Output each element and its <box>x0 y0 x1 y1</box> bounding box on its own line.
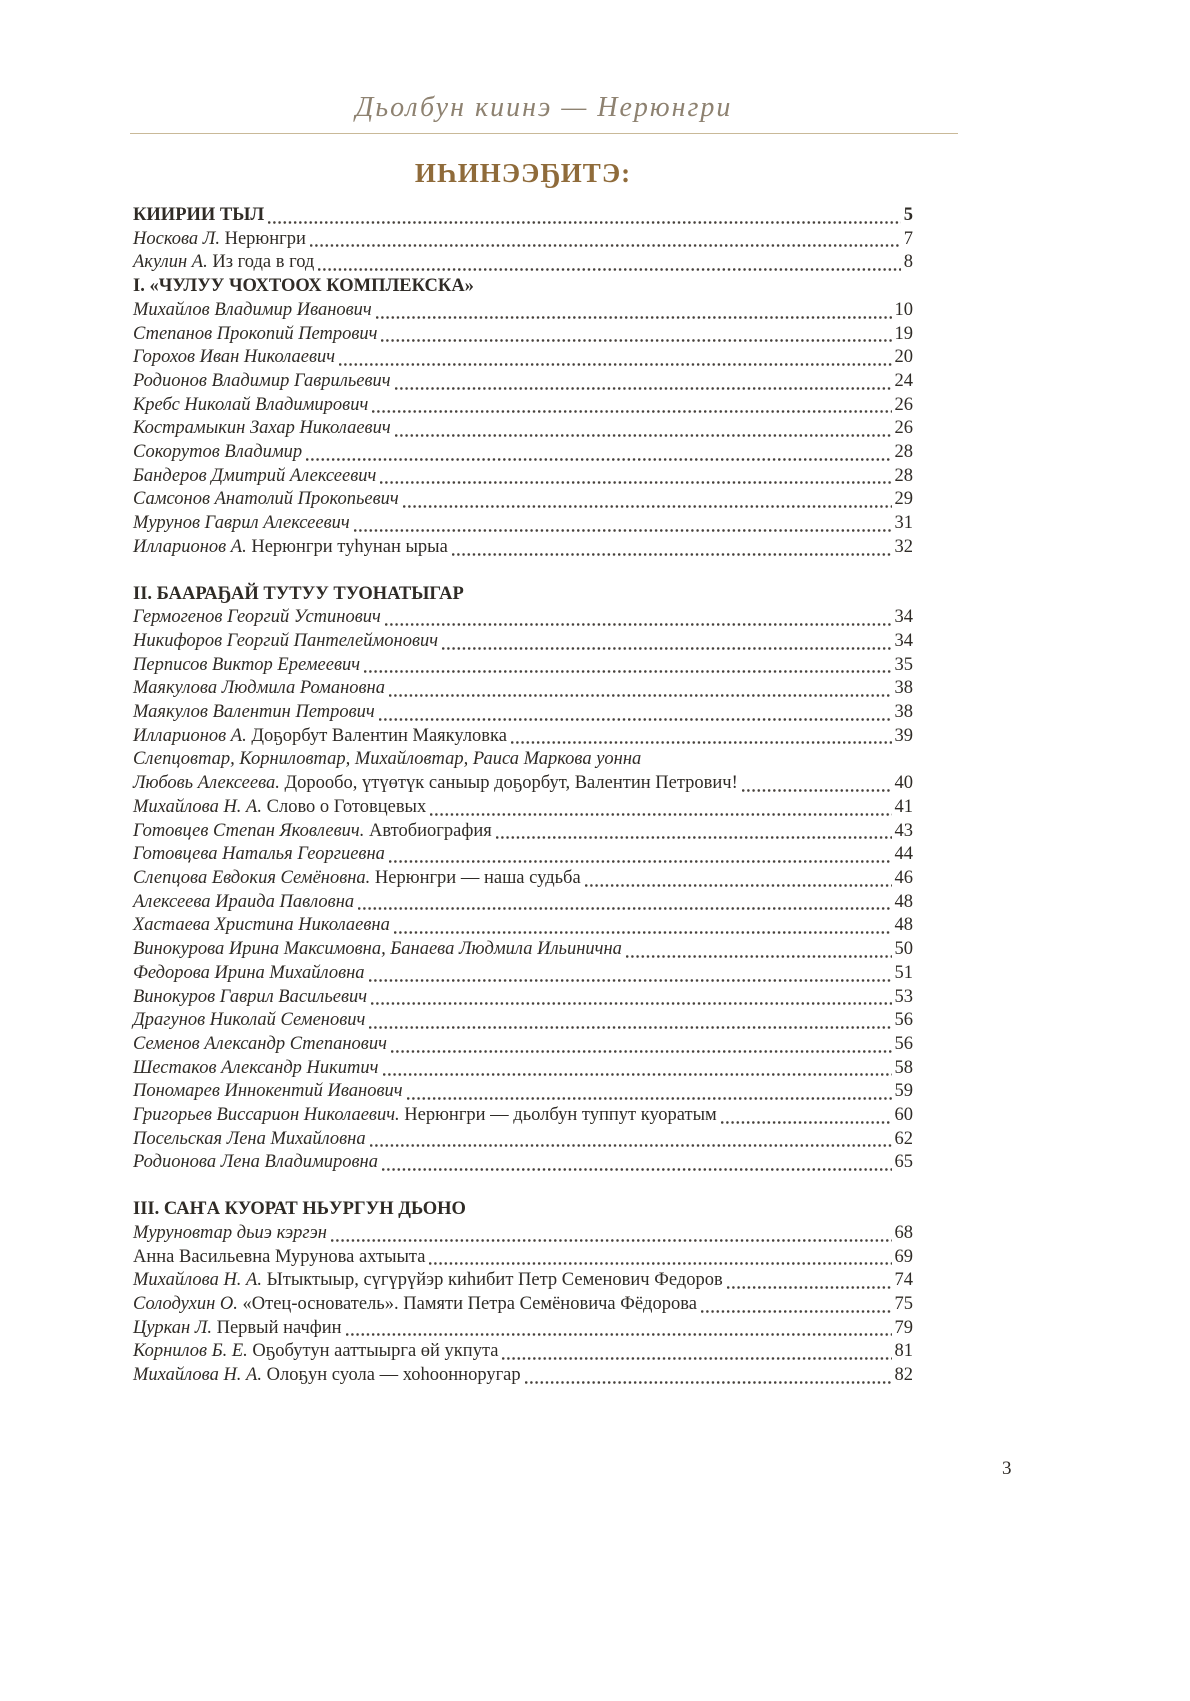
dotted-leader <box>383 1057 892 1081</box>
entry-author-italic: Готовцева Наталья Георгиевна <box>133 844 385 865</box>
entry-author-italic: Солодухин О. <box>133 1293 238 1314</box>
entry-text: Носкова Л. Нерюнгри <box>133 228 306 249</box>
entry-page-number: 24 <box>894 370 913 391</box>
toc-entry <box>133 725 913 749</box>
toc-entry <box>133 512 913 536</box>
entry-author-italic: Кострамыкин Захар Николаевич <box>133 418 391 439</box>
entry-page-number: 32 <box>894 536 913 557</box>
toc-entry <box>133 867 913 891</box>
entry-text <box>133 1009 365 1033</box>
toc-entry <box>133 796 913 820</box>
entry-page-number: 51 <box>894 962 913 983</box>
entry-author-italic: Илларионов А. <box>133 536 247 557</box>
running-head-script-text: Дьолбун киинэ — Нерюнгри <box>355 92 733 123</box>
entry-text <box>133 891 354 915</box>
entry-page-number: 19 <box>894 323 913 344</box>
entry-page-number: 82 <box>894 1365 913 1386</box>
entry-author-italic: Шестаков Александр Никитич <box>133 1057 379 1078</box>
entry-text: I. «ЧУЛУУ ЧОХТООХ КОМПЛЕКСКА» <box>133 276 474 297</box>
entry-author-italic: Сокорутов Владимир <box>133 442 303 463</box>
entry-text: Слепцова Евдокия Семёновна. Нерюнгри — наша судьба <box>133 867 581 888</box>
dotted-leader <box>364 654 891 678</box>
entry-text: II. БААРАҔАЙ ТУТУУ ТУОНАТЫГАР <box>133 583 464 604</box>
entry-page-number: 35 <box>894 654 913 675</box>
toc-entry <box>133 606 913 630</box>
dotted-leader <box>380 465 891 489</box>
entry-text: Цуркан Л. Первый начфин <box>133 1317 342 1338</box>
entry-author-italic: Маякулов Валентин Петрович <box>133 702 375 723</box>
entry-author-italic: Винокуров Гаврил Васильевич <box>133 986 368 1007</box>
entry-author-italic: Григорьев Виссарион Николаевич. <box>133 1105 400 1126</box>
entry-text <box>133 488 399 512</box>
entry-author-italic: Федорова Ирина Михайловна <box>133 962 365 983</box>
dotted-leader <box>727 1269 892 1293</box>
entry-text: Любовь Алексеева. Дорообо, үтүөтүк саныыр доҕорбут, Валентин Петрович! <box>133 773 738 794</box>
entry-page-number: 75 <box>894 1293 913 1314</box>
entry-author-italic: Михайлов Владимир Иванович <box>133 299 372 320</box>
entry-page-number: 50 <box>894 939 913 960</box>
toc-entry <box>133 1104 913 1128</box>
entry-author-italic: Любовь Алексеева. <box>133 773 280 794</box>
entry-text: Михайлова Н. А. Олоҕун суола — хоһоонноругар <box>133 1365 521 1386</box>
toc-entry <box>133 1293 913 1317</box>
entry-text <box>133 938 622 962</box>
entry-text <box>133 701 375 725</box>
entry-page-number: 38 <box>894 702 913 723</box>
entry-author-italic: Готовцев Степан Яковлевич. <box>133 820 365 841</box>
dotted-leader <box>496 820 892 844</box>
entry-text: Илларионов А. Доҕорбут Валентин Маякуловка <box>133 725 507 746</box>
toc-entry <box>133 630 913 654</box>
entry-author-italic: Никифоров Георгий Пантелеймонович <box>133 630 439 651</box>
entry-text <box>133 630 438 654</box>
dotted-leader <box>310 228 901 252</box>
entry-author-italic: Пономарев Иннокентий Иванович <box>133 1081 403 1102</box>
dotted-leader <box>626 938 892 962</box>
entry-text <box>133 1151 378 1175</box>
toc-entry <box>133 1246 913 1270</box>
dotted-leader <box>511 725 892 749</box>
entry-author-italic: Корнилов Б. Е. <box>133 1341 248 1362</box>
entry-author-italic: Маякулова Людмила Романовна <box>133 678 385 699</box>
entry-text <box>133 1222 327 1246</box>
toc-entry <box>133 228 913 252</box>
entry-text <box>133 323 377 347</box>
toc-entry <box>133 677 913 701</box>
dotted-leader <box>742 772 892 796</box>
entry-page-number: 48 <box>894 915 913 936</box>
dotted-leader <box>379 701 892 725</box>
toc-entry <box>133 1057 913 1081</box>
dotted-leader <box>394 914 892 938</box>
entry-author-italic: Родионов Владимир Гаврильевич <box>133 370 391 391</box>
table-of-contents <box>133 156 913 1388</box>
entry-page-number: 69 <box>894 1246 913 1267</box>
entry-page-number: 74 <box>894 1270 913 1291</box>
toc-entry <box>133 986 913 1010</box>
entry-text <box>133 748 641 772</box>
entry-page-number: 26 <box>894 418 913 439</box>
entry-text <box>133 677 385 701</box>
running-head <box>130 92 958 134</box>
entry-page-number: 38 <box>894 678 913 699</box>
entry-page-number: 28 <box>894 442 913 463</box>
entry-text <box>133 417 391 441</box>
entry-page-number: 28 <box>894 465 913 486</box>
entry-author-italic: Драгунов Николай Семенович <box>133 1010 366 1031</box>
dotted-leader <box>391 1033 892 1057</box>
toc-entry <box>133 1317 913 1341</box>
toc-entry <box>133 1033 913 1057</box>
toc-section-heading <box>133 1198 913 1222</box>
entry-page-number: 34 <box>894 607 913 628</box>
toc-entry <box>133 417 913 441</box>
entry-text <box>133 1080 403 1104</box>
dotted-leader <box>395 370 892 394</box>
entry-text: Михайлова Н. А. Ытыктыыр, сүгүрүйэр киһибит Петр Семенович Федоров <box>133 1270 723 1291</box>
toc-entry <box>133 1340 913 1364</box>
entry-page-number: 58 <box>894 1057 913 1078</box>
entry-text <box>133 441 302 465</box>
dotted-leader <box>318 251 900 275</box>
entry-author-italic: Алексеева Ираида Павловна <box>133 891 355 912</box>
entry-author-italic: Степанов Прокопий Петрович <box>133 323 378 344</box>
dotted-leader <box>331 1222 892 1246</box>
entry-author-italic: Носкова Л. <box>133 228 220 249</box>
toc-section-heading <box>133 583 913 607</box>
toc-entry <box>133 843 913 867</box>
entry-author-italic: Слепцова Евдокия Семёновна. <box>133 867 371 888</box>
entry-author-italic: Самсонов Анатолий Прокопьевич <box>133 489 399 510</box>
toc-entry <box>133 536 913 560</box>
entry-page-number: 10 <box>894 299 913 320</box>
dotted-leader <box>346 1317 892 1341</box>
entry-page-number: 39 <box>894 725 913 746</box>
entry-text <box>133 914 390 938</box>
toc-entry <box>133 1080 913 1104</box>
toc-entry <box>133 251 913 275</box>
toc-entry <box>133 820 913 844</box>
entry-page-number: 43 <box>894 820 913 841</box>
toc-entry <box>133 394 913 418</box>
dotted-leader <box>369 962 892 986</box>
entry-text <box>133 1057 379 1081</box>
entry-text: Илларионов А. Нерюнгри туһунан ырыа <box>133 536 448 557</box>
entry-page-number: 65 <box>894 1152 913 1173</box>
dotted-leader <box>452 536 892 560</box>
toc-entry <box>133 465 913 489</box>
entry-author-italic: Михайлова Н. А. <box>133 1270 262 1291</box>
entry-page-number: 7 <box>903 228 913 249</box>
entry-text: Григорьев Виссарион Николаевич. Нерюнгри — дьолбун туппут куоратым <box>133 1105 717 1126</box>
entry-author-italic: Мурунов Гаврил Алексеевич <box>133 513 350 534</box>
entry-author-italic: Михайлова Н. А. <box>133 1365 262 1386</box>
dotted-leader <box>525 1364 892 1388</box>
toc-entry <box>133 962 913 986</box>
entry-page-number: 41 <box>894 796 913 817</box>
dotted-leader <box>395 417 892 441</box>
toc-entry <box>133 772 913 796</box>
entry-page-number: 60 <box>894 1105 913 1126</box>
dotted-leader <box>306 441 891 465</box>
entry-text <box>133 654 360 678</box>
entry-author-italic: Родионова Лена Владимировна <box>133 1152 378 1173</box>
dotted-leader <box>358 891 891 915</box>
entry-text: Анна Васильевна Мурунова ахтыыта <box>133 1246 426 1267</box>
entry-text <box>133 512 350 536</box>
entry-author-italic: Хастаева Христина Николаевна <box>133 915 390 936</box>
dotted-leader <box>372 394 891 418</box>
entry-author-italic: Посельская Лена Михайловна <box>133 1128 366 1149</box>
entry-page-number: 48 <box>894 891 913 912</box>
entry-page-number: 44 <box>894 844 913 865</box>
dotted-leader <box>371 986 891 1010</box>
dotted-leader <box>407 1080 892 1104</box>
entry-page-number: 59 <box>894 1081 913 1102</box>
entry-author-italic: Семенов Александр Степанович <box>133 1033 387 1054</box>
toc-entry <box>133 488 913 512</box>
entry-page-number: 53 <box>894 986 913 1007</box>
dotted-leader <box>381 323 891 347</box>
entry-text: Готовцев Степан Яковлевич. Автобиография <box>133 820 492 841</box>
entry-author-italic: Слепцовтар, Корниловтар, Михайловтар, Раиса Маркова уонна <box>133 749 642 770</box>
toc-entry <box>133 938 913 962</box>
toc-entry <box>133 701 913 725</box>
dotted-leader <box>370 1128 892 1152</box>
entry-text <box>133 606 381 630</box>
page-title: ИҺИНЭЭҔИТЭ: <box>414 158 632 188</box>
entry-page-number: 29 <box>894 489 913 510</box>
toc-entry <box>133 1364 913 1388</box>
folio-page-number: 3 <box>1002 1458 1012 1479</box>
toc-entry <box>133 1009 913 1033</box>
entry-text <box>133 394 368 418</box>
toc-entry <box>133 1222 913 1246</box>
entry-text <box>133 986 367 1010</box>
entry-page-number: 62 <box>894 1128 913 1149</box>
toc-entry <box>133 1269 913 1293</box>
dotted-leader <box>385 606 892 630</box>
dotted-leader <box>339 346 891 370</box>
toc-entry <box>133 1151 913 1175</box>
dotted-leader <box>389 843 892 867</box>
dotted-leader <box>268 204 901 228</box>
entry-page-number: 79 <box>894 1317 913 1338</box>
entry-author-italic: Муруновтар дьиэ кэргэн <box>133 1222 327 1243</box>
entry-text <box>133 962 365 986</box>
entry-page-number: 20 <box>894 347 913 368</box>
entry-page-number: 31 <box>894 513 913 534</box>
dotted-leader <box>382 1151 892 1175</box>
toc-entry <box>133 654 913 678</box>
entry-author-italic: Цуркан Л. <box>133 1317 212 1338</box>
dotted-leader <box>502 1340 891 1364</box>
dotted-leader <box>701 1293 892 1317</box>
entry-page-number: 81 <box>894 1341 913 1362</box>
dotted-leader <box>354 512 892 536</box>
entry-author-italic: Михайлова Н. А. <box>133 796 262 817</box>
entry-text <box>133 346 335 370</box>
entry-author-italic: Перписов Виктор Еремеевич <box>133 654 361 675</box>
entry-text <box>133 1033 387 1057</box>
dotted-leader <box>721 1104 892 1128</box>
entry-author-italic: Акулин А. <box>133 252 208 273</box>
entry-author-italic: Гермогенов Георгий Устинович <box>133 607 381 628</box>
entry-page-number: 46 <box>894 867 913 888</box>
entry-page-number: 40 <box>894 773 913 794</box>
entry-page-number: 34 <box>894 630 913 651</box>
toc-entry <box>133 914 913 938</box>
toc-entry <box>133 299 913 323</box>
toc-entry <box>133 370 913 394</box>
toc-entry <box>133 441 913 465</box>
entry-page-number: 5 <box>903 205 913 225</box>
dotted-leader <box>442 630 891 654</box>
dotted-leader <box>429 1246 891 1270</box>
dotted-leader <box>585 867 892 891</box>
entry-page-number: 56 <box>894 1010 913 1031</box>
toc-entry <box>133 323 913 347</box>
dotted-leader <box>369 1009 891 1033</box>
entry-text: Корнилов Б. Е. Оҕобутун ааттыырга өй укпута <box>133 1341 499 1362</box>
entry-page-number: 26 <box>894 394 913 415</box>
entry-text <box>133 465 376 489</box>
entry-text: Михайлова Н. А. Слово о Готовцевых <box>133 796 427 817</box>
entry-text <box>133 299 372 323</box>
dotted-leader <box>389 677 892 701</box>
entry-author-italic: Бандеров Дмитрий Алексеевич <box>133 465 377 486</box>
entry-page-number: 8 <box>903 252 913 273</box>
toc-entry <box>133 346 913 370</box>
toc-entry <box>133 204 913 228</box>
entry-author-italic: Илларионов А. <box>133 725 247 746</box>
dotted-leader <box>430 796 891 820</box>
toc-entry <box>133 1128 913 1152</box>
toc-section-heading <box>133 275 913 299</box>
entry-text: КИИРИИ ТЫЛ <box>133 205 265 225</box>
entry-text <box>133 843 385 867</box>
dotted-leader <box>376 299 892 323</box>
entry-text <box>133 370 391 394</box>
entry-page-number: 56 <box>894 1033 913 1054</box>
dotted-leader <box>403 488 892 512</box>
entry-author-italic: Горохов Иван Николаевич <box>133 347 336 368</box>
entry-author-italic: Винокурова Ирина Максимовна, Банаева Людмила Ильинична <box>133 939 622 960</box>
toc-entry <box>133 748 913 772</box>
toc-list <box>133 204 913 1388</box>
entry-text: Солодухин О. «Отец-основатель». Памяти Петра Семёновича Фёдорова <box>133 1293 697 1314</box>
toc-entry <box>133 891 913 915</box>
entry-text: Акулин А. Из года в год <box>133 252 315 273</box>
entry-text <box>133 1128 366 1152</box>
entry-page-number: 68 <box>894 1222 913 1243</box>
entry-text: III. САҤА КУОРАТ НЬУРГУН ДЬОНО <box>133 1199 466 1220</box>
entry-author-italic: Кребс Николай Владимирович <box>133 394 369 415</box>
